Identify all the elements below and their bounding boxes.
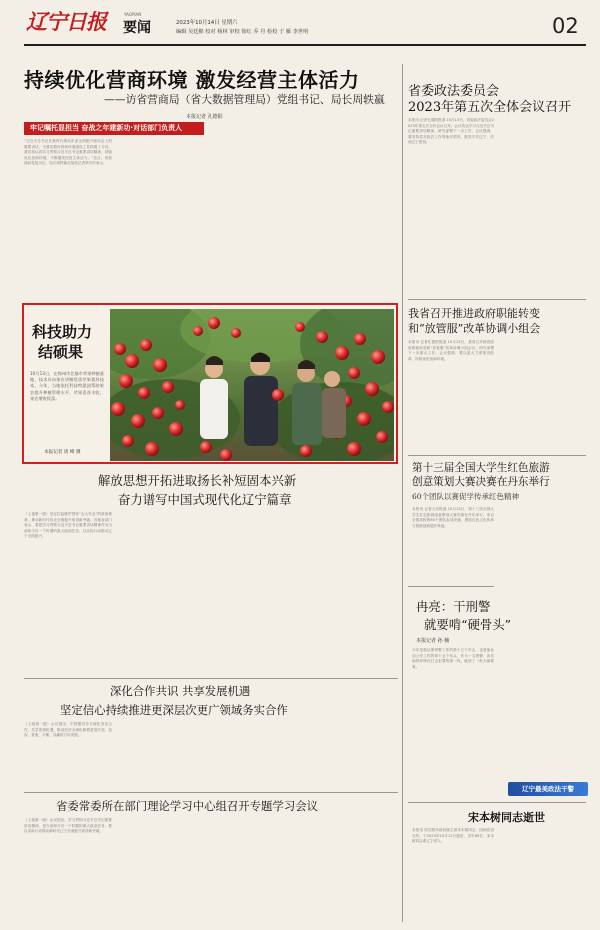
lead-banner-text: 牢记嘱托显担当 奋战之年建新功·对话部门负责人 [30,124,183,132]
divider-right-mid [408,455,586,456]
mid-story-body-col-3 [210,512,300,675]
low-story-body-col-4 [304,722,398,788]
vertical-divider-right [402,64,403,922]
mid-story-body-col-1: （上接第一版）坚定扛起维护国家“五大安全”的政治使命，推动新时代东北全面振兴取得新突破。各地各部门表示，要把学习贯彻习近平总书记重要讲话精神作为当前和今后一个时期的重大政治任务，以实际行动推动辽宁全面振兴。 [24,512,112,539]
mid-story-headline-1: 解放思想开拓进取扬长补短固本兴新 [98,473,297,488]
right-bottom-body-col-1: 今年是他从事刑警工作的第十五个年头，也是他参加公安工作的第十五个年头，作为一名刑警，冉亮始终冲锋在打击犯罪的第一线，破获了一批大案要案。 [412,648,494,669]
right-low-subhead: 60个团队以赛促学传承红色精神 [412,492,520,501]
right-bottom-headline-1: 冉亮：干刑警 [416,599,491,614]
bottom-story-headline: 省委常委所在部门理论学习中心组召开专题学习会议 [56,799,318,813]
right-low-headline-1: 第十三届全国大学生红色旅游 [412,462,550,474]
photo-story-title-1: 科技助力 [32,323,93,341]
right-bottom-body-col-2 [498,586,586,796]
date-line: 2023年10月14日 星期六 [176,20,238,26]
bottom-story-body-col-3 [210,818,300,922]
bottom-story-body-col-1: （上接第一版）会议指出，学习贯彻习近平总书记重要讲话精神，是当前和今后一个时期的重大政治任务，要以实际行动推动新时代辽宁全面振兴取得新突破。 [24,818,112,834]
low-story-headline-2: 坚定信心持续推进更深层次更广领域务实合作 [60,703,288,717]
divider-obit [408,802,586,803]
mid-story-body-col-4 [304,512,398,675]
bottom-story-body-col-4 [304,818,398,922]
low-story-body-col-1: （上接第一版）会议指出，中国愿同各方深化务实合作，共享发展机遇，推动经济全球化朝着更加开放、包容、普惠、平衡、共赢的方向发展。 [24,722,112,738]
obit-headline: 宋本树同志逝世 [468,811,545,824]
right-mid-body-col-2 [498,340,586,452]
low-story-body-col-3 [210,722,300,788]
photo-story-frame [22,303,398,464]
lead-body-col-3 [208,122,296,295]
photo-story-title-2: 结硕果 [38,343,84,361]
right-bottom-headline-2: 就要啃“硬骨头” [424,617,512,632]
divider-right-top [408,299,586,300]
newspaper-logo [26,6,114,38]
right-top-body-col-2 [498,118,586,294]
obit-body-col-1: 本报讯 原沈阳市政协副主席宋本树同志，因病医治无效，于2023年10月12日逝世，享年89岁。宋本树同志系辽宁省人。 [412,828,494,844]
right-mid-body-col-1: 本报讯 记者孔德阳报道 10月13日，我省召开推进政府职能转变和“放管服”改革协调小组会议，研究部署下一步重点工作。会议强调，要以更大力度推进改革，持续优化营商环境。 [408,340,494,361]
right-bottom-byline: 本报记者 孙 楠 [416,638,450,644]
right-top-headline-2: 2023年第五次全体会议召开 [408,100,572,115]
section-name: 要闻 [123,20,151,36]
low-story-headline-1: 深化合作共识 共享发展机遇 [110,684,251,698]
divider-low-bottom [24,792,398,793]
right-top-headline-1: 省委政法委员会 [408,84,500,99]
right-low-body-col-1: 本报讯 记者王臣报道 10月13日，第十三届全国大学生红色旅游创意策划大赛决赛在丹东举行。来自全国高校的60个团队参加决赛，围绕红色文化传承与旅游创新展开角逐。 [412,507,494,528]
lead-subhead: ——访省营商局（省大数据管理局）党组书记、局长周轶嬴 [104,93,385,106]
logo-text: 辽宁日报 [26,9,106,34]
photo-story-credit: 本报记者 唐 峰 摄 [44,450,81,455]
right-top-body-col-1: 本报讯 记者孔德阳报道 10月13日，省委政法委员会2023年第五次全体会议召开。会议传达学习习近平总书记重要讲话精神，研究部署下一步工作。会议强调，要坚持党对政法工作的绝对领导，推进平安辽宁、法治辽宁建设。 [408,118,494,145]
honor-badge-text: 辽宁最美政法干警 [522,785,574,793]
obit-body-col-2 [498,828,586,868]
lead-body-col-4 [300,122,392,295]
lead-banner [24,122,204,135]
low-story-body-col-2 [116,722,206,788]
lead-headline: 持续优化营商环境 激发经营主体活力 [24,68,360,92]
orchard-photo [110,309,394,461]
right-low-headline-2: 创意策划大赛决赛在丹东举行 [412,476,550,488]
right-low-body-col-2 [498,507,586,581]
mid-story-headline-2: 奋力谱写中国式现代化辽宁篇章 [118,492,292,507]
bottom-story-body-col-2 [116,818,206,922]
staff-line: 编辑 吴廷棉 校对 杨林 审校 徐红 乔 丹 检校 于 雁 李世明 [176,29,309,35]
lead-body-col-2 [116,139,204,295]
page-number: 02 [552,14,579,38]
divider-mid-low [24,678,398,679]
mid-story-body-col-2 [116,512,206,675]
photo-story-caption: 10月13日，在锦州市北镇市苹果种植基地，技术员向果农讲解优质苹果栽培技术。今年，当地依托科技特派团帮助果农提升种植管理水平，苹果喜获丰收，果农增收致富。 [30,371,104,401]
lead-body-col-1: “习近平总书记在新时代推动东北全面振兴座谈会上的重要讲话，为我们做好营商环境建设工作指明了方向。我们将认真学习贯彻习近平总书记重要讲话精神，持续优化营商环境，不断激发经营主体活力。”近日，省营商局党组书记、局长周轶嬴在接受记者采访时表示。 [24,139,112,166]
right-mid-headline-2: 和“放管服”改革协调小组会 [408,322,541,335]
divider-right-low [408,586,494,587]
honor-badge [508,782,588,796]
right-mid-headline-1: 我省召开推进政府职能转变 [408,307,540,320]
lead-byline: 本报记者 孔德阳 [186,114,223,120]
masthead-rule [24,44,586,46]
section-pinyin: YAOPIAN [124,12,142,17]
masthead [0,0,600,56]
orchard-illustration [110,309,394,461]
